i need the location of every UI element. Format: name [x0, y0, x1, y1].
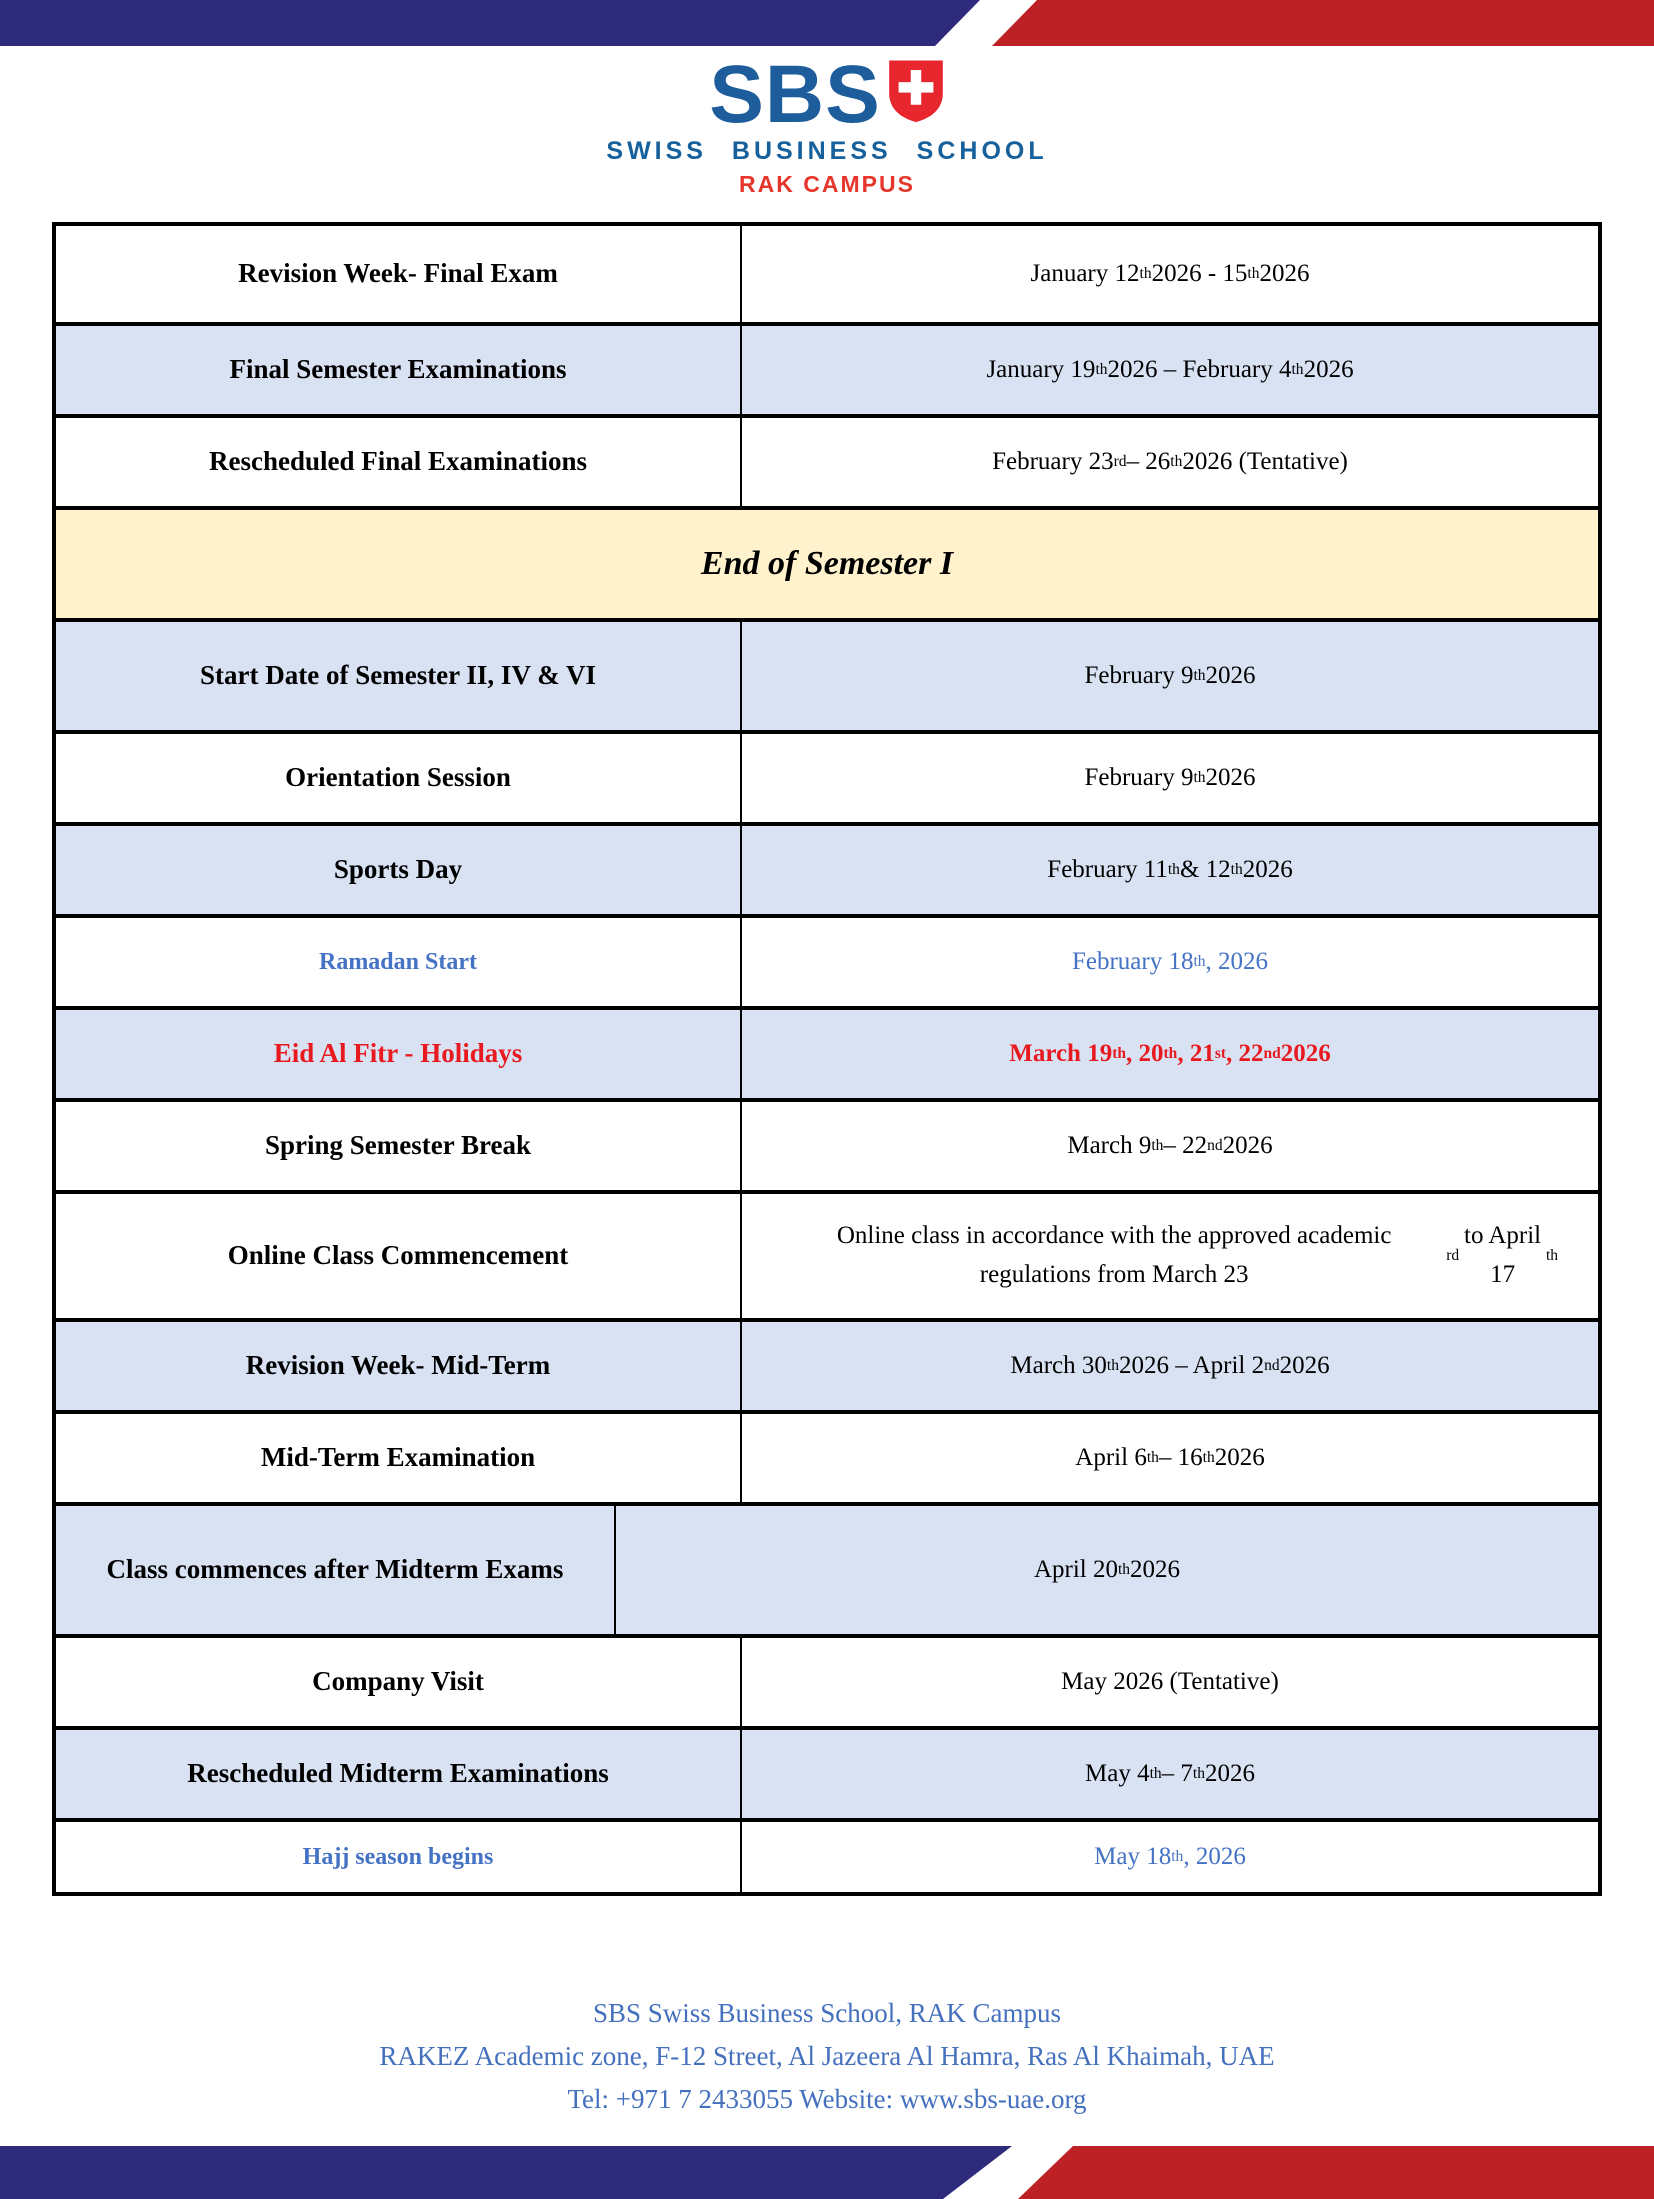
section-row [56, 506, 1598, 618]
date-cell: May 2026 (Tentative) [1061, 1667, 1279, 1695]
event-cell: Class commences after Midterm Exams [56, 1506, 616, 1634]
table-row [56, 1318, 1598, 1410]
table-row [56, 1818, 1598, 1892]
section-title: End of Semester I [700, 545, 954, 582]
sbs-logo [0, 49, 1654, 198]
date-cell: February 9 th 2026 [1084, 661, 1256, 689]
swiss-shield-icon [887, 58, 945, 124]
date-cell: March 30 th 2026 – April 2 nd 2026 [1010, 1351, 1330, 1379]
date-cell: February 9 th 2026 [1084, 763, 1256, 791]
event-cell: Revision Week- Mid-Term [56, 1322, 742, 1410]
date-cell: February 18 th , 2026 [1071, 947, 1269, 975]
table-row [56, 1190, 1598, 1318]
academic-calendar-table [52, 222, 1602, 1896]
footer-address-line: RAKEZ Academic zone, F-12 Street, Al Jazeera Al Hamra, Ras Al Khaimah, UAE [379, 2041, 1275, 2072]
event-cell: Spring Semester Break [56, 1102, 742, 1190]
table-row [56, 414, 1598, 506]
logo-school-name: SWISS BUSINESS SCHOOL [606, 136, 1048, 165]
logo-acronym: SBS [709, 49, 881, 140]
event-cell: Rescheduled Final Examinations [56, 418, 742, 506]
table-row [56, 1726, 1598, 1818]
event-cell: Revision Week- Final Exam [56, 226, 742, 322]
event-cell: Final Semester Examinations [56, 326, 742, 414]
event-cell: Start Date of Semester II, IV & VI [56, 622, 742, 730]
logo-campus-name: RAK CAMPUS [739, 170, 915, 197]
event-cell: Mid-Term Examination [56, 1414, 742, 1502]
table-row [56, 226, 1598, 322]
bottom-banner [0, 2146, 1654, 2199]
date-cell: April 6 th – 16 th 2026 [1075, 1443, 1265, 1471]
event-cell: Eid Al Fitr - Holidays [56, 1010, 742, 1098]
table-row [56, 1006, 1598, 1098]
event-cell: Rescheduled Midterm Examinations [56, 1730, 742, 1818]
event-cell: Online Class Commencement [56, 1194, 742, 1318]
event-cell: Sports Day [56, 826, 742, 914]
table-row [56, 1502, 1598, 1634]
table-row [56, 322, 1598, 414]
date-cell: May 18 th , 2026 [1094, 1842, 1246, 1870]
date-cell: January 19 th 2026 – February 4 th 2026 [986, 355, 1354, 383]
date-cell: March 19 th , 20 th , 21 st , 22 nd 2026 [1009, 1039, 1331, 1067]
top-banner [0, 0, 1654, 46]
event-cell: Hajj season begins [56, 1822, 742, 1892]
date-cell: Online class in accordance with the approved academic regulations from March 23 rd to April 17 th [836, 1222, 1558, 1288]
table-row [56, 618, 1598, 730]
footer [0, 1992, 1654, 2122]
table-row [56, 1098, 1598, 1190]
date-cell: May 4 th – 7 th 2026 [1085, 1759, 1255, 1787]
table-row [56, 914, 1598, 1006]
date-cell: March 9 th – 22 nd 2026 [1067, 1131, 1273, 1159]
event-cell: Company Visit [56, 1638, 742, 1726]
table-row [56, 822, 1598, 914]
date-cell: April 20 th 2026 [1033, 1555, 1181, 1583]
table-row [56, 730, 1598, 822]
footer-contact-line: Tel: +971 7 2433055 Website: www.sbs-uae.org [567, 2084, 1087, 2115]
date-cell: January 12 th 2026 - 15 th 2026 [1030, 259, 1310, 287]
table-row [56, 1410, 1598, 1502]
event-cell: Orientation Session [56, 734, 742, 822]
table-row [56, 1634, 1598, 1726]
footer-school-line: SBS Swiss Business School, RAK Campus [592, 1998, 1062, 2028]
event-cell: Ramadan Start [56, 918, 742, 1006]
date-cell: February 23 rd – 26 th 2026 (Tentative) [992, 447, 1348, 475]
date-cell: February 11 th & 12 th 2026 [1047, 855, 1293, 883]
